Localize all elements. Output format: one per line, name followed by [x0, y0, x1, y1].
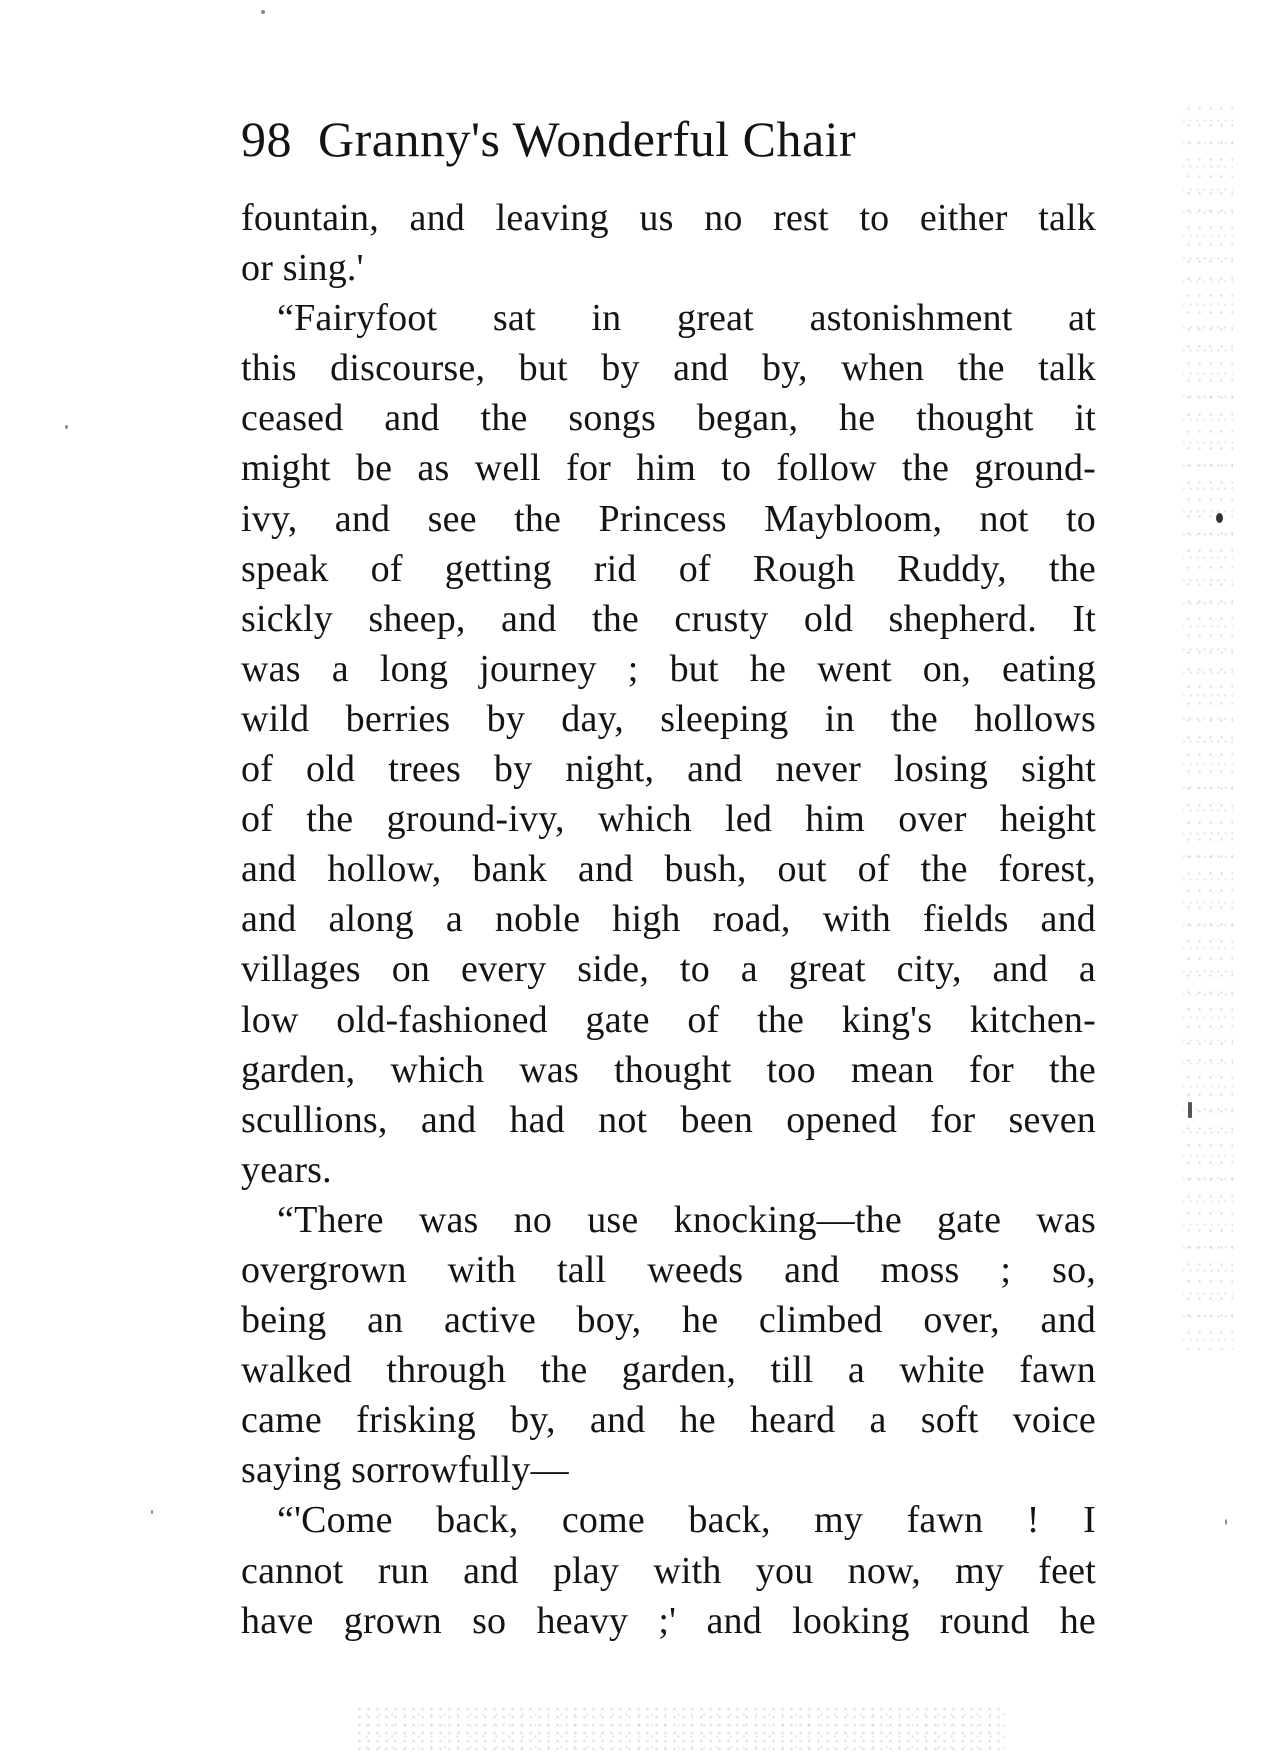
text-line: “Fairyfoot sat in great astonishment at: [277, 297, 1096, 340]
text-line: this discourse, but by and by, when the talk: [241, 347, 1096, 390]
text-line: “'Come back, come back, my fawn ! I: [277, 1499, 1096, 1542]
text-line: might be as well for him to follow the ground-: [241, 447, 1096, 490]
text-line: overgrown with tall weeds and moss ; so,: [241, 1248, 1096, 1291]
text-line: villages on every side, to a great city, and a: [241, 948, 1096, 991]
text-line: years.: [241, 1148, 332, 1191]
running-title: Granny's Wonderful Chair: [318, 111, 857, 167]
text-line: walked through the garden, till a white fawn: [241, 1349, 1096, 1392]
scan-noise-margin: [1183, 100, 1233, 1350]
text-line: saying sorrowfully—: [241, 1449, 569, 1492]
text-line: of old trees by night, and never losing sight: [241, 748, 1096, 791]
scan-noise-bottom: [355, 1705, 1005, 1750]
body-text: [241, 193, 1096, 1646]
text-line: ceased and the songs began, he thought it: [241, 397, 1096, 440]
scan-speck: [65, 425, 68, 429]
scan-speck: [1225, 1519, 1227, 1525]
scan-speck: [261, 10, 265, 14]
scan-speck: [151, 1510, 153, 1514]
text-line: wild berries by day, sleeping in the hollows: [241, 697, 1096, 740]
text-line: sickly sheep, and the crusty old shepherd. It: [241, 597, 1096, 640]
scan-speck: [1216, 513, 1223, 523]
text-line: was a long journey ; but he went on, eating: [241, 647, 1096, 690]
text-line: and hollow, bank and bush, out of the forest,: [241, 848, 1096, 891]
text-line: ivy, and see the Princess Maybloom, not to: [241, 497, 1096, 540]
text-line: garden, which was thought too mean for the: [241, 1048, 1096, 1091]
text-line: have grown so heavy ;' and looking round he: [241, 1599, 1096, 1642]
text-line: and along a noble high road, with fields and: [241, 898, 1096, 941]
text-line: or sing.': [241, 247, 364, 290]
page-header: [241, 108, 856, 170]
scan-speck: [1188, 1102, 1192, 1118]
text-line: cannot run and play with you now, my feet: [241, 1549, 1096, 1592]
text-line: being an active boy, he climbed over, and: [241, 1299, 1096, 1342]
text-line: fountain, and leaving us no rest to either talk: [241, 197, 1096, 239]
text-line: “There was no use knocking—the gate was: [277, 1198, 1096, 1241]
text-line: scullions, and had not been opened for seven: [241, 1098, 1096, 1141]
text-line: of the ground-ivy, which led him over height: [241, 798, 1096, 841]
page-number: 98: [241, 111, 292, 167]
text-line: came frisking by, and he heard a soft voice: [241, 1399, 1096, 1442]
text-line: speak of getting rid of Rough Ruddy, the: [241, 547, 1096, 590]
text-line: low old-fashioned gate of the king's kitchen-: [241, 998, 1096, 1041]
